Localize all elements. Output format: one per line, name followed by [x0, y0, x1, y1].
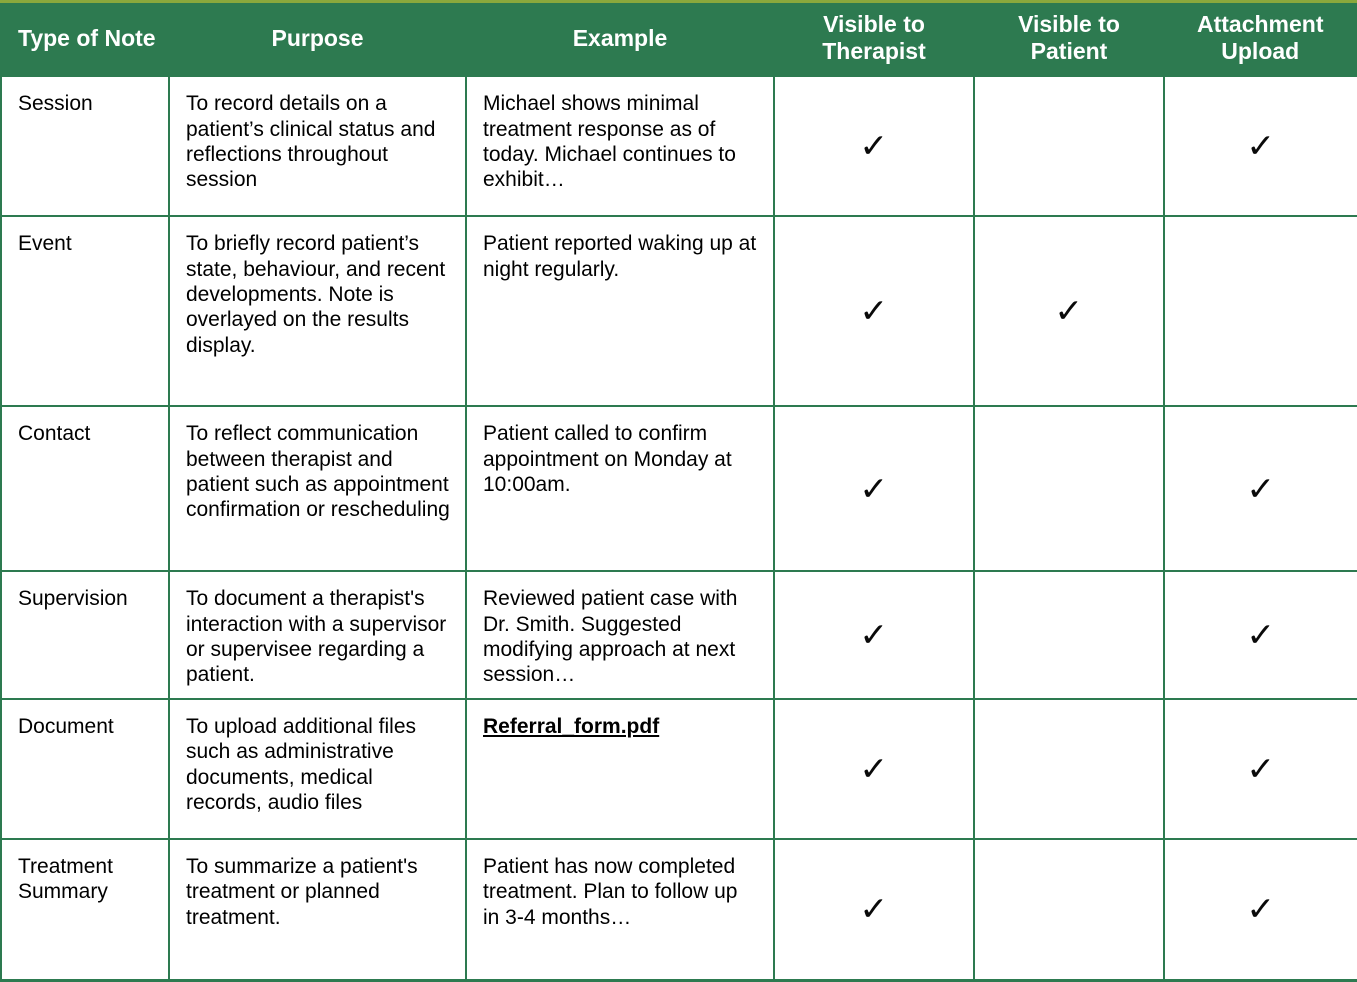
cell-purpose: To reflect communication between therapist and patient such as appointment confirmation or rescheduling: [169, 406, 466, 571]
cell-visible-to-patient: [974, 571, 1164, 699]
cell-purpose: To summarize a patient's treatment or planned treatment.: [169, 839, 466, 981]
table-row: [1, 76, 1357, 216]
cell-attachment-upload: [1164, 216, 1357, 406]
cell-example: [466, 406, 774, 571]
check-icon: ✓: [1246, 748, 1276, 788]
column-header-visible-to-therapist: [774, 2, 974, 77]
cell-visible-to-therapist: [774, 571, 974, 699]
example-text: Patient has now completed treatment. Plan to follow up in 3-4 months…: [483, 854, 738, 929]
cell-visible-to-patient: [974, 406, 1164, 571]
cell-example: [466, 571, 774, 699]
cell-visible-to-therapist: [774, 406, 974, 571]
table-row: [1, 406, 1357, 571]
example-text: Patient reported waking up at night regularly.: [483, 232, 757, 281]
check-icon: ✓: [859, 614, 889, 654]
attachment-file-link[interactable]: Referral_form.pdf: [483, 714, 660, 738]
cell-attachment-upload: [1164, 571, 1357, 699]
column-header-attachment-upload: [1164, 2, 1357, 77]
cell-attachment-upload: [1164, 699, 1357, 839]
header-line-2: Upload: [1221, 38, 1300, 65]
cell-visible-to-therapist: [774, 699, 974, 839]
example-text: Patient called to confirm appointment on Monday at 10:00am.: [483, 422, 732, 497]
cell-attachment-upload: [1164, 76, 1357, 216]
check-icon: ✓: [859, 126, 889, 166]
table-row: [1, 216, 1357, 406]
column-header-visible-to-patient: [974, 2, 1164, 77]
cell-attachment-upload: [1164, 406, 1357, 571]
cell-purpose: To upload additional files such as administrative documents, medical records, audio files: [169, 699, 466, 839]
example-text: Michael shows minimal treatment response as of today. Michael continues to exhibit…: [483, 92, 736, 192]
check-icon: ✓: [1246, 889, 1276, 929]
check-icon: ✓: [859, 291, 889, 331]
example-text: Reviewed patient case with Dr. Smith. Suggested modifying approach at next session…: [483, 587, 738, 687]
table-header: [1, 2, 1357, 77]
column-header-example: Example: [466, 2, 774, 77]
cell-example: [466, 76, 774, 216]
header-line-1: Visible to: [1018, 11, 1120, 37]
cell-visible-to-patient: [974, 699, 1164, 839]
table-row: [1, 699, 1357, 839]
cell-example: [466, 216, 774, 406]
table-row: [1, 571, 1357, 699]
cell-type-of-note: Contact: [1, 406, 169, 571]
cell-visible-to-patient: [974, 76, 1164, 216]
column-header-purpose: Purpose: [169, 2, 466, 77]
cell-type-of-note: Session: [1, 76, 169, 216]
cell-purpose: To document a therapist's interaction with a supervisor or supervisee regarding a patient.: [169, 571, 466, 699]
check-icon: ✓: [859, 748, 889, 788]
header-line-1: Visible to: [823, 11, 925, 37]
column-header-type-of-note: Type of Note: [1, 2, 169, 77]
header-line-2: Therapist: [822, 38, 926, 65]
cell-visible-to-patient: [974, 216, 1164, 406]
check-icon: ✓: [1246, 614, 1276, 654]
cell-visible-to-therapist: [774, 216, 974, 406]
cell-type-of-note: Event: [1, 216, 169, 406]
cell-purpose: To record details on a patient’s clinical status and reflections throughout session: [169, 76, 466, 216]
cell-type-of-note: Supervision: [1, 571, 169, 699]
cell-type-of-note: Treatment Summary: [1, 839, 169, 981]
cell-purpose: To briefly record patient’s state, behaviour, and recent developments. Note is overlayed on the results display.: [169, 216, 466, 406]
check-icon: ✓: [1246, 126, 1276, 166]
check-icon: ✓: [859, 889, 889, 929]
cell-visible-to-therapist: [774, 76, 974, 216]
check-icon: ✓: [1246, 468, 1276, 508]
cell-type-of-note: Document: [1, 699, 169, 839]
check-icon: ✓: [859, 468, 889, 508]
header-line-1: Attachment: [1196, 11, 1324, 37]
check-icon: ✓: [1054, 291, 1084, 331]
table-body: [1, 76, 1357, 981]
cell-example: [466, 699, 774, 839]
header-line-2: Patient: [1030, 38, 1108, 65]
header-row: [1, 2, 1357, 77]
